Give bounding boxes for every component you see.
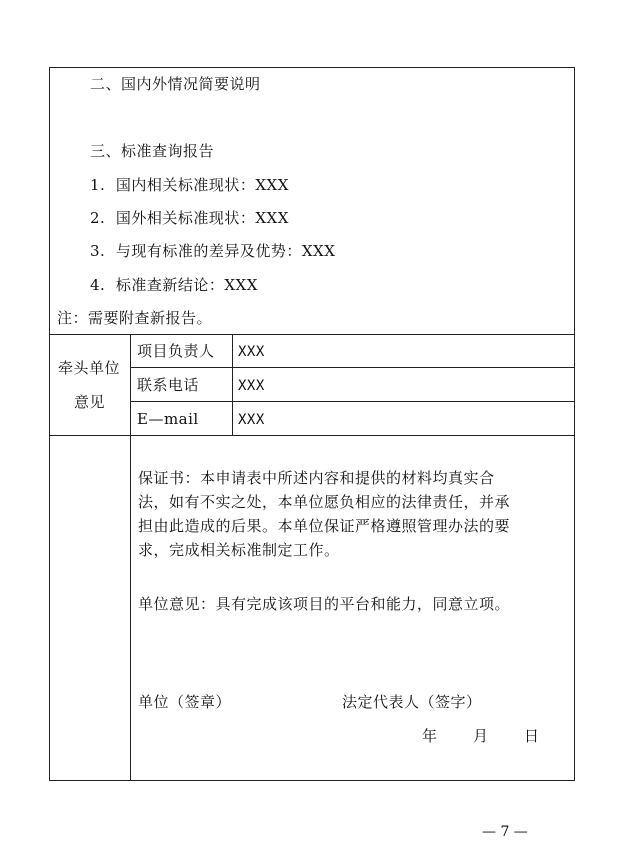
page-number: — 7 — bbox=[482, 824, 528, 840]
item-label: 国外相关标准现状： bbox=[115, 209, 256, 227]
query-item bbox=[90, 175, 289, 195]
field-value-phone: XXX bbox=[238, 378, 265, 394]
item-label: 国内相关标准现状： bbox=[115, 176, 256, 194]
query-item bbox=[90, 208, 289, 228]
guarantee-text: 保证书：本申请表中所述内容和提供的材料均真实合 bbox=[138, 469, 495, 487]
row-divider bbox=[130, 401, 575, 402]
lead-unit-label: 意见 bbox=[74, 393, 106, 411]
item-value: XXX bbox=[255, 209, 289, 227]
row-divider bbox=[130, 367, 575, 368]
query-item bbox=[90, 241, 335, 261]
row-divider bbox=[49, 435, 575, 436]
unit-seal-label: 单位（签章） bbox=[138, 693, 232, 711]
item-label: 与现有标准的差异及优势： bbox=[115, 242, 302, 260]
guarantee-text: 求，完成相关标准制定工作。 bbox=[138, 541, 340, 559]
date-year: 年 bbox=[422, 727, 438, 745]
section3-title: 三、标准查询报告 bbox=[90, 142, 215, 160]
guarantee-text: 担由此造成的后果。本单位保证严格遵照管理办法的要 bbox=[138, 517, 511, 535]
item-value: XXX bbox=[301, 242, 336, 260]
field-value-project-leader: XXX bbox=[238, 344, 265, 360]
lead-unit-label: 牵头单位 bbox=[58, 359, 121, 377]
field-label-phone: 联系电话 bbox=[137, 376, 200, 394]
field-label-project-leader: 项目负责人 bbox=[137, 342, 215, 360]
item-value: XXX bbox=[224, 276, 258, 294]
item-label: 标准查新结论： bbox=[115, 276, 225, 294]
item-number: 2. bbox=[90, 209, 106, 227]
field-value-email: XXX bbox=[238, 412, 265, 428]
field-label-email: E—mail bbox=[137, 410, 199, 428]
date-month: 月 bbox=[473, 727, 489, 745]
section2-title: 二、国内外情况简要说明 bbox=[90, 75, 261, 93]
item-number: 1. bbox=[90, 176, 106, 194]
item-value: XXX bbox=[255, 176, 289, 194]
divider-line bbox=[49, 334, 575, 335]
guarantee-text: 法，如有不实之处，本单位愿负相应的法律责任，并承 bbox=[138, 493, 511, 511]
column-divider bbox=[232, 334, 233, 435]
note-text: 注：需要附查新报告。 bbox=[57, 309, 213, 327]
item-number: 3. bbox=[90, 242, 106, 260]
query-item bbox=[90, 275, 258, 295]
date-day: 日 bbox=[524, 727, 540, 745]
item-number: 4. bbox=[90, 276, 106, 294]
unit-opinion: 单位意见：具有完成该项目的平台和能力，同意立项。 bbox=[138, 595, 511, 613]
legal-rep-label: 法定代表人（签字） bbox=[342, 693, 482, 711]
